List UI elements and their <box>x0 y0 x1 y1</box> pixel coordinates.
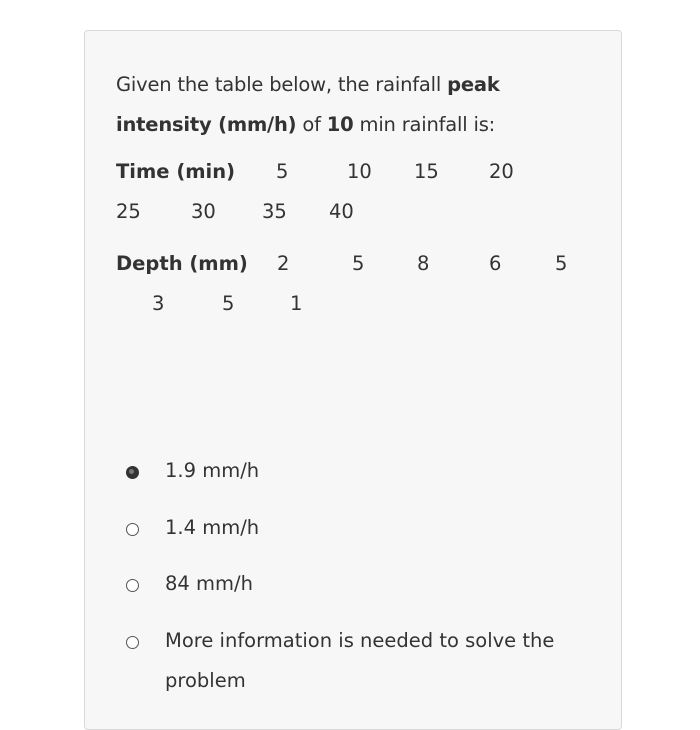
time-label: Time (min) <box>116 160 236 183</box>
radio-unselected-icon[interactable] <box>126 523 139 536</box>
depth-value: 2 <box>277 252 290 275</box>
radio-unselected-icon[interactable] <box>126 579 139 592</box>
depth-value: 5 <box>555 252 568 275</box>
answer-option-label: 84 mm/h <box>165 572 253 595</box>
time-value: 30 <box>191 200 216 223</box>
answer-option[interactable] <box>126 517 585 548</box>
depth-value: 6 <box>489 252 502 275</box>
time-value: 10 <box>347 160 372 183</box>
question-bold-peak-intensity: peak intensity (mm/h) <box>116 73 500 136</box>
depth-value: 5 <box>352 252 365 275</box>
radio-unselected-icon[interactable] <box>126 636 139 649</box>
answer-option[interactable] <box>126 630 565 701</box>
question-text <box>116 65 596 145</box>
time-value: 5 <box>276 160 289 183</box>
question-part-2: of <box>296 113 327 136</box>
depth-label: Depth (mm) <box>116 252 248 275</box>
answer-option-label: More information is needed to solve the problem <box>165 629 555 692</box>
question-card <box>84 30 622 730</box>
answer-option-label: 1.4 mm/h <box>165 516 260 539</box>
depth-value: 5 <box>222 292 235 315</box>
answer-option[interactable] <box>126 573 585 604</box>
time-value: 25 <box>116 200 141 223</box>
time-value: 40 <box>329 200 354 223</box>
depth-value: 1 <box>290 292 303 315</box>
answer-option-label: 1.9 mm/h <box>165 459 260 482</box>
depth-value: 3 <box>152 292 165 315</box>
question-part-1: Given the table below, the rainfall <box>116 73 448 96</box>
question-part-3: min rainfall is: <box>353 113 496 136</box>
time-value: 15 <box>414 160 439 183</box>
answer-option[interactable] <box>126 460 585 491</box>
depth-value: 8 <box>417 252 430 275</box>
time-value: 35 <box>262 200 287 223</box>
question-bold-duration: 10 <box>326 113 354 136</box>
time-value: 20 <box>489 160 514 183</box>
radio-selected-icon[interactable] <box>126 466 139 479</box>
